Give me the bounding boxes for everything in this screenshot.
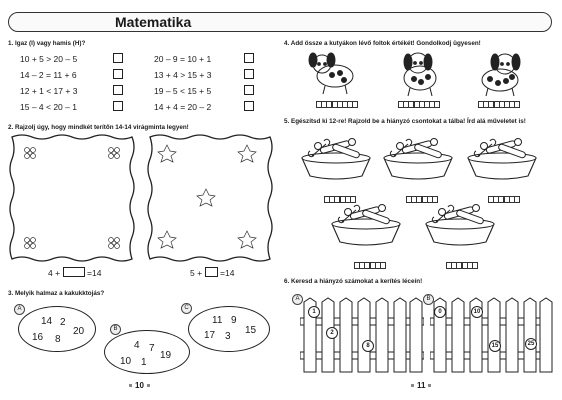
- task1-left-4: 15 – 4 < 20 – 1: [20, 102, 77, 112]
- task1-left-3: 12 + 1 < 17 + 3: [20, 86, 78, 96]
- set-b-number: 7: [149, 343, 155, 354]
- task1-right-1: 20 – 9 = 10 + 1: [154, 54, 212, 64]
- task2-left-suffix: =14: [87, 268, 102, 278]
- bowl-icon: [426, 205, 494, 246]
- answer-box[interactable]: [113, 85, 123, 95]
- page-title: Matematika: [115, 14, 192, 30]
- fence-a-number: 1: [308, 306, 320, 318]
- answer-cells[interactable]: [398, 101, 440, 108]
- set-c-number: 17: [204, 330, 216, 341]
- star-flower-icon: [158, 145, 256, 248]
- set-c-letter: C: [181, 303, 192, 314]
- task2-right-prefix: 5 +: [190, 268, 203, 278]
- task1-label: 1. Igaz (I) vagy hamis (H)?: [8, 40, 86, 47]
- answer-box[interactable]: [205, 267, 218, 277]
- answer-box[interactable]: [244, 53, 254, 63]
- set-a-number: 2: [60, 317, 66, 328]
- answer-cells[interactable]: [406, 196, 437, 203]
- tablecloth-left[interactable]: [8, 133, 136, 263]
- task2-label: 2. Rajzolj úgy, hogy mindkét terítőn 14-14 virágminta legyen!: [8, 124, 189, 131]
- set-b-ellipse[interactable]: [104, 330, 190, 374]
- task1-left-1: 10 + 5 > 20 – 5: [20, 54, 78, 64]
- answer-cells[interactable]: [446, 262, 477, 269]
- title-bar: [8, 12, 552, 32]
- task4-label: 4. Add össze a kutyákon lévő foltok értékét! Gondolkodj ügyesen!: [284, 40, 481, 47]
- task2-left-prefix: 4 +: [48, 268, 61, 278]
- set-a-number: 16: [32, 332, 44, 343]
- set-b-number: 10: [120, 356, 132, 367]
- answer-box[interactable]: [113, 53, 123, 63]
- flower-icon: [25, 148, 120, 249]
- answer-cells[interactable]: [324, 196, 355, 203]
- task1-right-4: 14 + 4 = 20 – 2: [154, 102, 212, 112]
- task1-right-3: 19 – 5 < 15 + 5: [154, 86, 212, 96]
- fence-a-number: 8: [362, 340, 374, 352]
- set-c-number: 3: [225, 331, 231, 342]
- set-c-number: 11: [212, 315, 223, 326]
- answer-cells[interactable]: [354, 262, 385, 269]
- fence-b-number: 10: [471, 306, 483, 318]
- fence-b-number: 15: [489, 340, 501, 352]
- fence-b-number: 0: [434, 306, 446, 318]
- set-a-number: 14: [41, 316, 53, 327]
- bowl-icon: [384, 139, 452, 180]
- answer-cells[interactable]: [478, 101, 520, 108]
- set-a-letter: A: [14, 304, 25, 315]
- answer-box[interactable]: [113, 69, 123, 79]
- answer-box[interactable]: [244, 69, 254, 79]
- set-c-number: 15: [245, 325, 257, 336]
- answer-box[interactable]: [244, 85, 254, 95]
- fence-a-letter: A: [292, 294, 303, 305]
- task1-right-2: 13 + 4 > 15 + 3: [154, 70, 212, 80]
- bowl-icon: [332, 205, 400, 246]
- answer-cells[interactable]: [316, 101, 358, 108]
- fence-b: [430, 296, 554, 376]
- page-number-left: 10: [126, 381, 153, 390]
- answer-cells[interactable]: [488, 196, 519, 203]
- bowl-icon: [302, 139, 370, 180]
- dogs-illustration: [300, 50, 540, 100]
- dog-1-icon: [309, 53, 353, 94]
- page-number-right: 11: [408, 381, 434, 390]
- answer-box[interactable]: [113, 101, 123, 111]
- task6-label: 6. Keresd a hiányzó számokat a kerítés léceín!: [284, 278, 423, 285]
- set-b-number: 1: [141, 357, 147, 368]
- dog-2-icon: [404, 53, 436, 96]
- task5-label: 5. Egészítsd ki 12-re! Rajzold be a hiányzó csontokat a tálba! Írd alá műveletet is!: [284, 118, 526, 125]
- task3-label: 3. Melyik halmaz a kakukktojás?: [8, 290, 105, 297]
- answer-box[interactable]: [244, 101, 254, 111]
- tablecloth-right[interactable]: [146, 133, 274, 263]
- set-a-ellipse[interactable]: [18, 306, 96, 352]
- set-a-number: 20: [73, 326, 85, 337]
- fence-b-number: 25: [525, 338, 537, 350]
- fence-a-number: 2: [326, 327, 338, 339]
- set-c-ellipse[interactable]: [188, 306, 270, 352]
- set-b-letter: B: [110, 324, 121, 335]
- set-a-number: 8: [55, 334, 61, 345]
- task1-left-2: 14 – 2 = 11 + 6: [20, 70, 77, 80]
- set-b-number: 19: [160, 350, 172, 361]
- bowl-icon: [468, 139, 536, 180]
- fence-b-letter: B: [423, 294, 434, 305]
- answer-box[interactable]: [63, 267, 85, 277]
- set-b-number: 4: [134, 340, 140, 351]
- task2-right-suffix: =14: [220, 268, 235, 278]
- dog-3-icon: [482, 54, 520, 96]
- set-c-number: 9: [231, 315, 237, 326]
- bone-bowls-illustration: [296, 132, 552, 258]
